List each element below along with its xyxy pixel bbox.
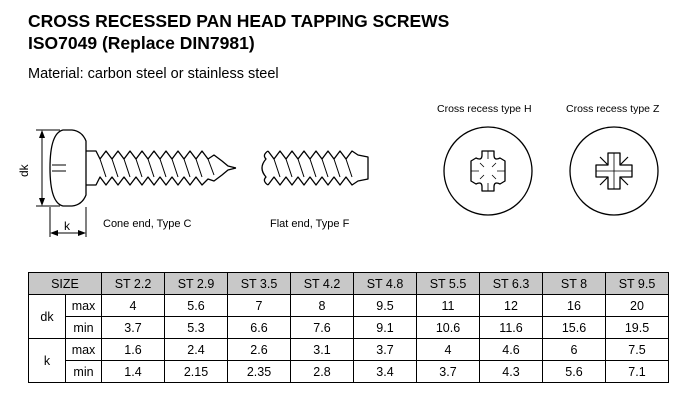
cross-recess-h-icon — [444, 127, 532, 215]
table-cell: 2.8 — [291, 361, 354, 383]
table-row — [29, 361, 669, 383]
table-cell: 2.6 — [228, 339, 291, 361]
table-cell: 10.6 — [417, 317, 480, 339]
table-cell: 5.3 — [165, 317, 228, 339]
cone-end-caption: Cone end, Type C — [103, 218, 192, 230]
table-cell: 3.1 — [291, 339, 354, 361]
page-title — [28, 10, 449, 54]
recess-z-caption: Cross recess type Z — [566, 103, 660, 115]
table-row — [29, 295, 669, 317]
size-col-header: ST 2.9 — [165, 273, 228, 295]
table-cell: 4.3 — [480, 361, 543, 383]
table-cell: 3.7 — [417, 361, 480, 383]
max-label: max — [66, 295, 102, 317]
table-cell: 20 — [606, 295, 669, 317]
table-cell: 15.6 — [543, 317, 606, 339]
table-cell: 2.15 — [165, 361, 228, 383]
size-col-header: ST 6.3 — [480, 273, 543, 295]
max-label: max — [66, 339, 102, 361]
k-row-label: k — [29, 339, 66, 383]
size-col-header: ST 4.2 — [291, 273, 354, 295]
table-cell: 16 — [543, 295, 606, 317]
table-cell: 2.4 — [165, 339, 228, 361]
size-col-header: ST 5.5 — [417, 273, 480, 295]
table-cell: 1.6 — [102, 339, 165, 361]
flat-end-caption: Flat end, Type F — [270, 218, 350, 230]
table-cell: 5.6 — [543, 361, 606, 383]
min-label: min — [66, 317, 102, 339]
material-note: Material: carbon steel or stainless steel — [28, 66, 279, 82]
dk-row-label: dk — [29, 295, 66, 339]
size-col-header: ST 2.2 — [102, 273, 165, 295]
size-col-header: ST 9.5 — [606, 273, 669, 295]
table-cell: 9.5 — [354, 295, 417, 317]
table-cell: 4.6 — [480, 339, 543, 361]
table-cell: 11.6 — [480, 317, 543, 339]
technical-drawing — [0, 95, 700, 245]
table-header-row — [29, 273, 669, 295]
dk-dimension-label: dk — [17, 164, 31, 177]
min-label: min — [66, 361, 102, 383]
table-cell: 4 — [102, 295, 165, 317]
flat-end-screw-illustration — [262, 151, 368, 185]
table-cell: 8 — [291, 295, 354, 317]
title-line-1: CROSS RECESSED PAN HEAD TAPPING SCREWS — [28, 11, 450, 31]
table-cell: 6 — [543, 339, 606, 361]
table-cell: 19.5 — [606, 317, 669, 339]
table-cell: 7.6 — [291, 317, 354, 339]
table-cell: 3.4 — [354, 361, 417, 383]
table-cell: 7.1 — [606, 361, 669, 383]
recess-h-caption: Cross recess type H — [437, 103, 532, 115]
table-cell: 3.7 — [354, 339, 417, 361]
table-cell: 1.4 — [102, 361, 165, 383]
table-cell: 2.35 — [228, 361, 291, 383]
table-cell: 9.1 — [354, 317, 417, 339]
table-cell: 12 — [480, 295, 543, 317]
table-row — [29, 317, 669, 339]
size-col-header: ST 4.8 — [354, 273, 417, 295]
size-col-header: ST 3.5 — [228, 273, 291, 295]
table-cell: 11 — [417, 295, 480, 317]
table-row — [29, 339, 669, 361]
size-col-header: ST 8 — [543, 273, 606, 295]
k-dimension-label: k — [64, 219, 70, 233]
table-cell: 7.5 — [606, 339, 669, 361]
size-header: SIZE — [29, 273, 102, 295]
table-cell: 3.7 — [102, 317, 165, 339]
dimension-table — [28, 272, 669, 383]
table-cell: 4 — [417, 339, 480, 361]
table-cell: 5.6 — [165, 295, 228, 317]
table-cell: 7 — [228, 295, 291, 317]
cross-recess-z-icon — [570, 127, 658, 215]
table-cell: 6.6 — [228, 317, 291, 339]
title-line-2: ISO7049 (Replace DIN7981) — [28, 33, 255, 53]
